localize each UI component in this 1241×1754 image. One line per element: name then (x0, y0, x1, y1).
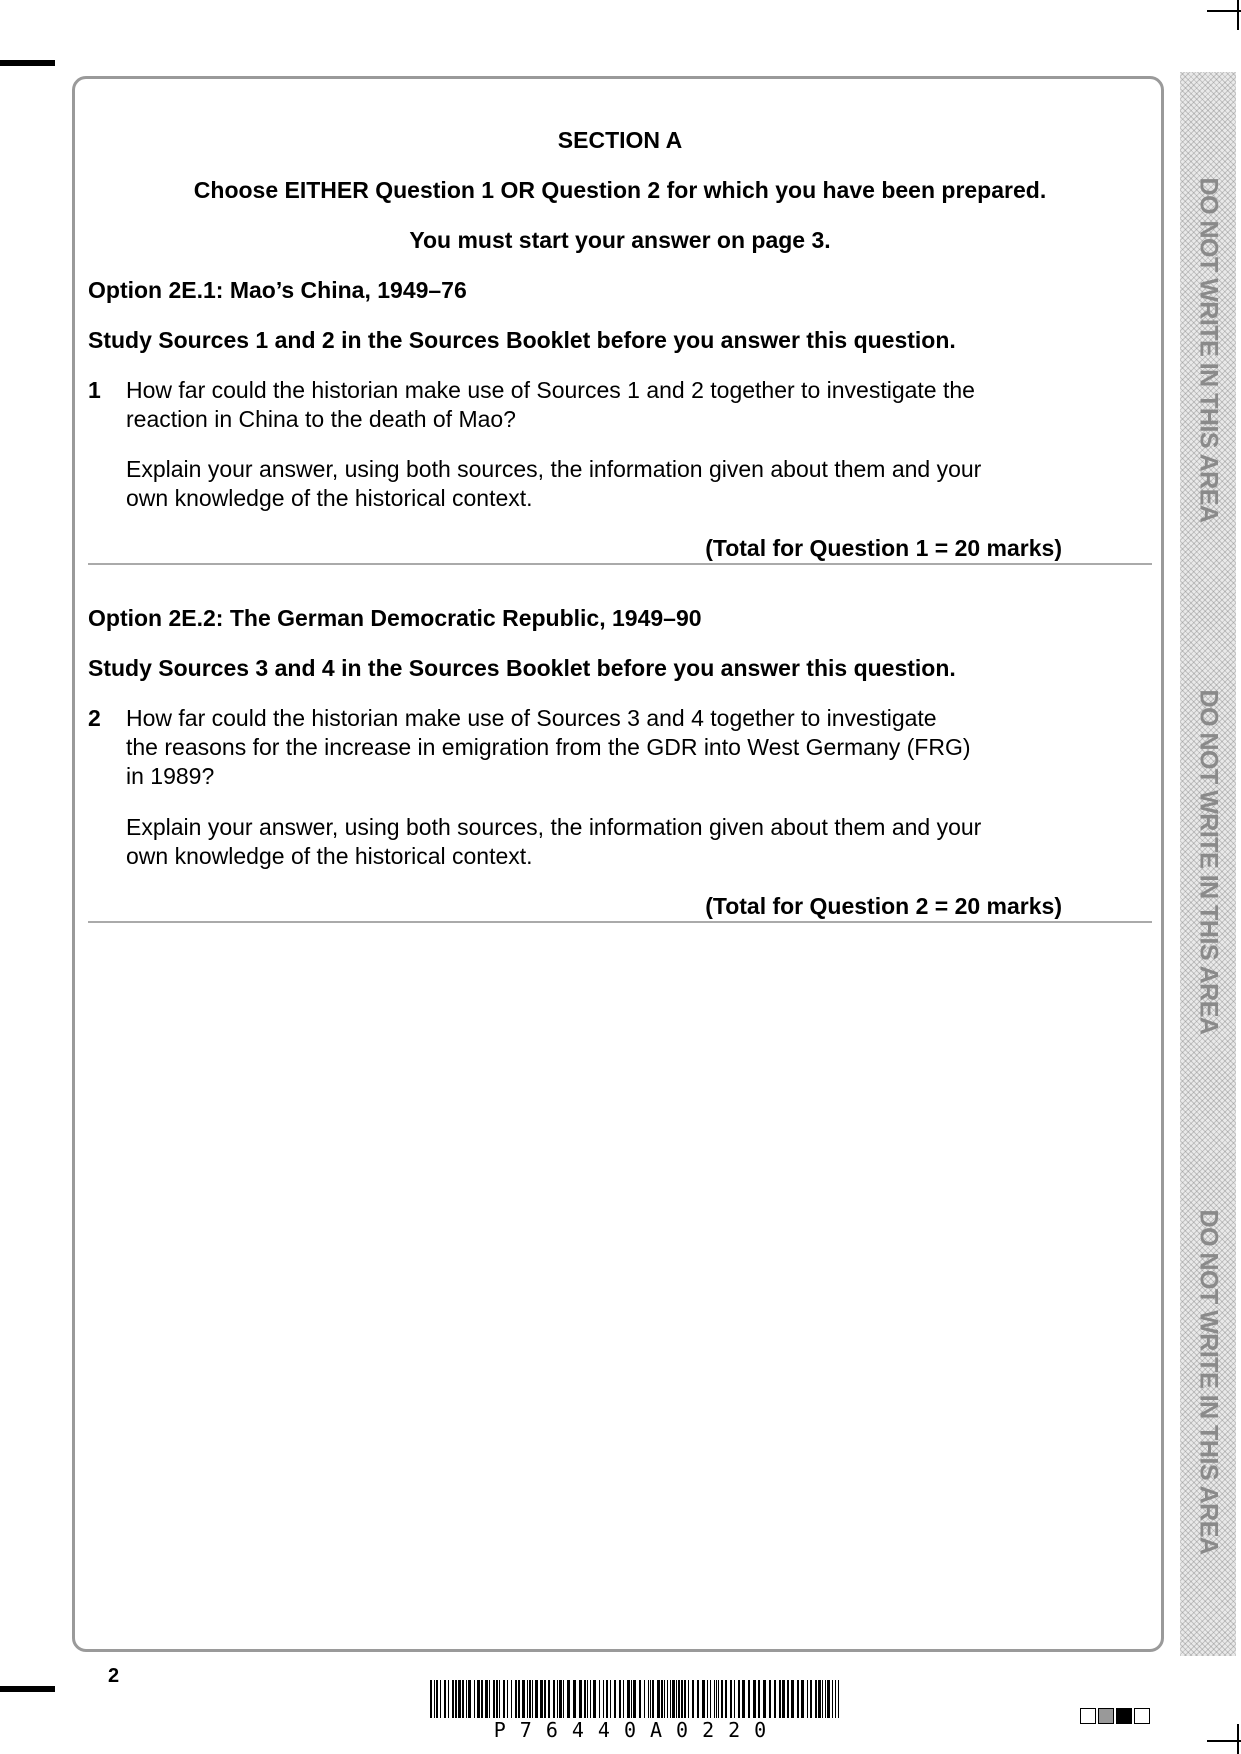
crop-mark-top-left (0, 60, 55, 66)
barcode-bar (779, 1680, 781, 1718)
barcode-bar (758, 1680, 760, 1718)
barcode-bar (619, 1680, 621, 1718)
barcode-bar (810, 1680, 812, 1718)
barcode-bar (496, 1680, 498, 1718)
barcode-bar (466, 1680, 467, 1718)
barcode-bar (725, 1680, 727, 1718)
swatch-white (1134, 1708, 1150, 1724)
barcode-bar (692, 1680, 694, 1718)
barcode-bar (507, 1680, 508, 1718)
explain-line: own knowledge of the historical context. (126, 843, 533, 869)
barcode-bar (827, 1680, 830, 1718)
question-1-text (126, 376, 975, 434)
barcode-bar (518, 1680, 520, 1718)
question-1-explain (126, 455, 981, 513)
barcode-bar (515, 1680, 517, 1718)
barcode-bar (603, 1680, 604, 1718)
barcode-bar (579, 1680, 582, 1718)
barcode-bar (567, 1680, 570, 1718)
barcode-bar (835, 1680, 836, 1718)
swatch-black (1116, 1708, 1132, 1724)
barcode-bar (590, 1680, 591, 1718)
barcode-bar (648, 1680, 649, 1718)
barcode-bar (657, 1680, 660, 1718)
barcode-bar (559, 1680, 562, 1718)
barcode-bar (714, 1680, 715, 1718)
swatch-white (1080, 1708, 1096, 1724)
barcode-bar (782, 1680, 785, 1718)
barcode-bar (493, 1680, 495, 1718)
explain-line: Explain your answer, using both sources, the information given about them and your (126, 814, 982, 840)
barcode-bar (430, 1680, 432, 1718)
crop-mark-top-right-v (1237, 0, 1239, 30)
barcode-bar (718, 1680, 719, 1718)
barcode-bar (822, 1680, 823, 1718)
question-1-number: 1 (88, 377, 101, 403)
crop-mark-top-right-h (1207, 10, 1241, 12)
barcode (430, 1680, 844, 1718)
barcode-bar (436, 1680, 438, 1718)
option-2-title: Option 2E.2: The German Democratic Republic, 1949–90 (88, 605, 702, 631)
barcode-bar (721, 1680, 723, 1718)
barcode-bar (614, 1680, 616, 1718)
do-not-write-margin (1180, 72, 1236, 1656)
barcode-bar (593, 1680, 596, 1718)
barcode-bar (716, 1680, 717, 1718)
barcode-bar (825, 1680, 826, 1718)
barcode-bar (697, 1680, 699, 1718)
crop-mark-bottom-left (0, 1686, 55, 1692)
margin-warning-text: DO NOT WRITE IN THIS AREA (1194, 689, 1223, 1035)
barcode-bar (730, 1680, 732, 1718)
barcode-bar (684, 1680, 686, 1718)
barcode-bar (573, 1680, 576, 1718)
barcode-bar (688, 1680, 689, 1718)
page-number: 2 (108, 1665, 120, 1687)
barcode-bar (644, 1680, 645, 1718)
question-1-line: reaction in China to the death of Mao? (126, 406, 516, 432)
question-2-line: How far could the historian make use of Sources 3 and 4 together to investigate (126, 705, 937, 731)
barcode-bar (444, 1680, 446, 1718)
barcode-bar (807, 1680, 808, 1718)
question-2-explain (126, 813, 981, 871)
barcode-bar (763, 1680, 766, 1718)
swatch-grey (1098, 1708, 1114, 1724)
barcode-number: P76440A0220 (493, 1718, 781, 1742)
barcode-bar (455, 1680, 457, 1718)
barcode-bar (434, 1680, 435, 1718)
barcode-bar (557, 1680, 558, 1718)
barcode-bar (738, 1680, 740, 1718)
barcode-bar (639, 1680, 641, 1718)
barcode-bar (787, 1680, 789, 1718)
barcode-bar (599, 1680, 600, 1718)
barcode-bar (838, 1680, 839, 1718)
start-page-note: You must start your answer on page 3. (409, 227, 831, 253)
explain-line: Explain your answer, using both sources, the information given about them and your (126, 456, 982, 482)
print-registration-swatches (1080, 1708, 1150, 1724)
barcode-bar (707, 1680, 708, 1718)
section-instruction: Choose EITHER Question 1 OR Question 2 for which you have been prepared. (193, 177, 1047, 203)
barcode-bar (563, 1680, 564, 1718)
question-2-line: in 1989? (126, 763, 215, 789)
barcode-bar (791, 1680, 794, 1718)
barcode-bar (452, 1680, 454, 1718)
barcode-bar (774, 1680, 776, 1718)
option-1-title: Option 2E.1: Mao’s China, 1949–76 (88, 277, 467, 303)
barcode-bar (448, 1680, 449, 1718)
barcode-bar (815, 1680, 817, 1718)
barcode-bar (529, 1680, 531, 1718)
question-2-line: the reasons for the increase in emigration from the GDR into West Germany (FRG) (126, 734, 971, 760)
barcode-bar (681, 1680, 683, 1718)
barcode-bar (631, 1680, 632, 1718)
barcode-bar (489, 1680, 490, 1718)
barcode-bar (485, 1680, 488, 1718)
barcode-bar (503, 1680, 505, 1718)
barcode-bar (610, 1680, 611, 1718)
barcode-bar (664, 1680, 665, 1718)
barcode-bar (532, 1680, 533, 1718)
question-2-total-marks: (Total for Question 2 = 20 marks) (705, 893, 1062, 919)
barcode-bar (587, 1680, 588, 1718)
barcode-bar (748, 1680, 750, 1718)
barcode-bar (652, 1680, 654, 1718)
barcode-bar (818, 1680, 821, 1718)
barcode-bar (544, 1680, 546, 1718)
barcode-bar (474, 1680, 475, 1718)
barcode-bar (623, 1680, 624, 1718)
barcode-bar (511, 1680, 512, 1718)
question-1-divider (88, 563, 1152, 565)
question-2-divider (88, 921, 1152, 923)
barcode-bar (661, 1680, 663, 1718)
option-1-study-instruction: Study Sources 1 and 2 in the Sources Booklet before you answer this question. (88, 327, 956, 353)
barcode-bar (672, 1680, 675, 1718)
barcode-bar (477, 1680, 480, 1718)
barcode-bar (633, 1680, 636, 1718)
barcode-bar (650, 1680, 651, 1718)
barcode-bar (458, 1680, 461, 1718)
question-1-line: How far could the historian make use of Sources 1 and 2 together to investigate the (126, 377, 975, 403)
barcode-bar (832, 1680, 833, 1718)
barcode-bar (710, 1680, 711, 1718)
crop-mark-bottom-right-h (1207, 1740, 1241, 1742)
barcode-bar (670, 1680, 671, 1718)
question-2-number: 2 (88, 705, 101, 731)
question-2-text (126, 704, 971, 791)
barcode-bar (753, 1680, 756, 1718)
barcode-bar (667, 1680, 668, 1718)
barcode-bar (797, 1680, 799, 1718)
barcode-bar (468, 1680, 471, 1718)
explain-line: own knowledge of the historical context. (126, 485, 533, 511)
section-heading: SECTION A (557, 127, 683, 153)
barcode-bar (801, 1680, 804, 1718)
barcode-bar (540, 1680, 543, 1718)
margin-warning-text: DO NOT WRITE IN THIS AREA (1194, 177, 1223, 523)
barcode-bar (678, 1680, 680, 1718)
barcode-bar (702, 1680, 705, 1718)
barcode-bar (584, 1680, 586, 1718)
option-2-study-instruction: Study Sources 3 and 4 in the Sources Booklet before you answer this question. (88, 655, 956, 681)
barcode-bar (627, 1680, 630, 1718)
barcode-bar (676, 1680, 677, 1718)
barcode-bar (548, 1680, 550, 1718)
barcode-bar (522, 1680, 525, 1718)
barcode-bar (606, 1680, 608, 1718)
barcode-bar (527, 1680, 528, 1718)
barcode-bar (481, 1680, 483, 1718)
barcode-bar (769, 1680, 771, 1718)
crop-mark-bottom-right-v (1237, 1724, 1239, 1754)
barcode-bar (462, 1680, 464, 1718)
question-1-total-marks: (Total for Question 1 = 20 marks) (705, 535, 1062, 561)
barcode-bar (734, 1680, 735, 1718)
barcode-bar (499, 1680, 500, 1718)
barcode-bar (742, 1680, 745, 1718)
barcode-bar (535, 1680, 538, 1718)
barcode-bar (440, 1680, 441, 1718)
margin-warning-text: DO NOT WRITE IN THIS AREA (1194, 1209, 1223, 1555)
barcode-bar (553, 1680, 555, 1718)
